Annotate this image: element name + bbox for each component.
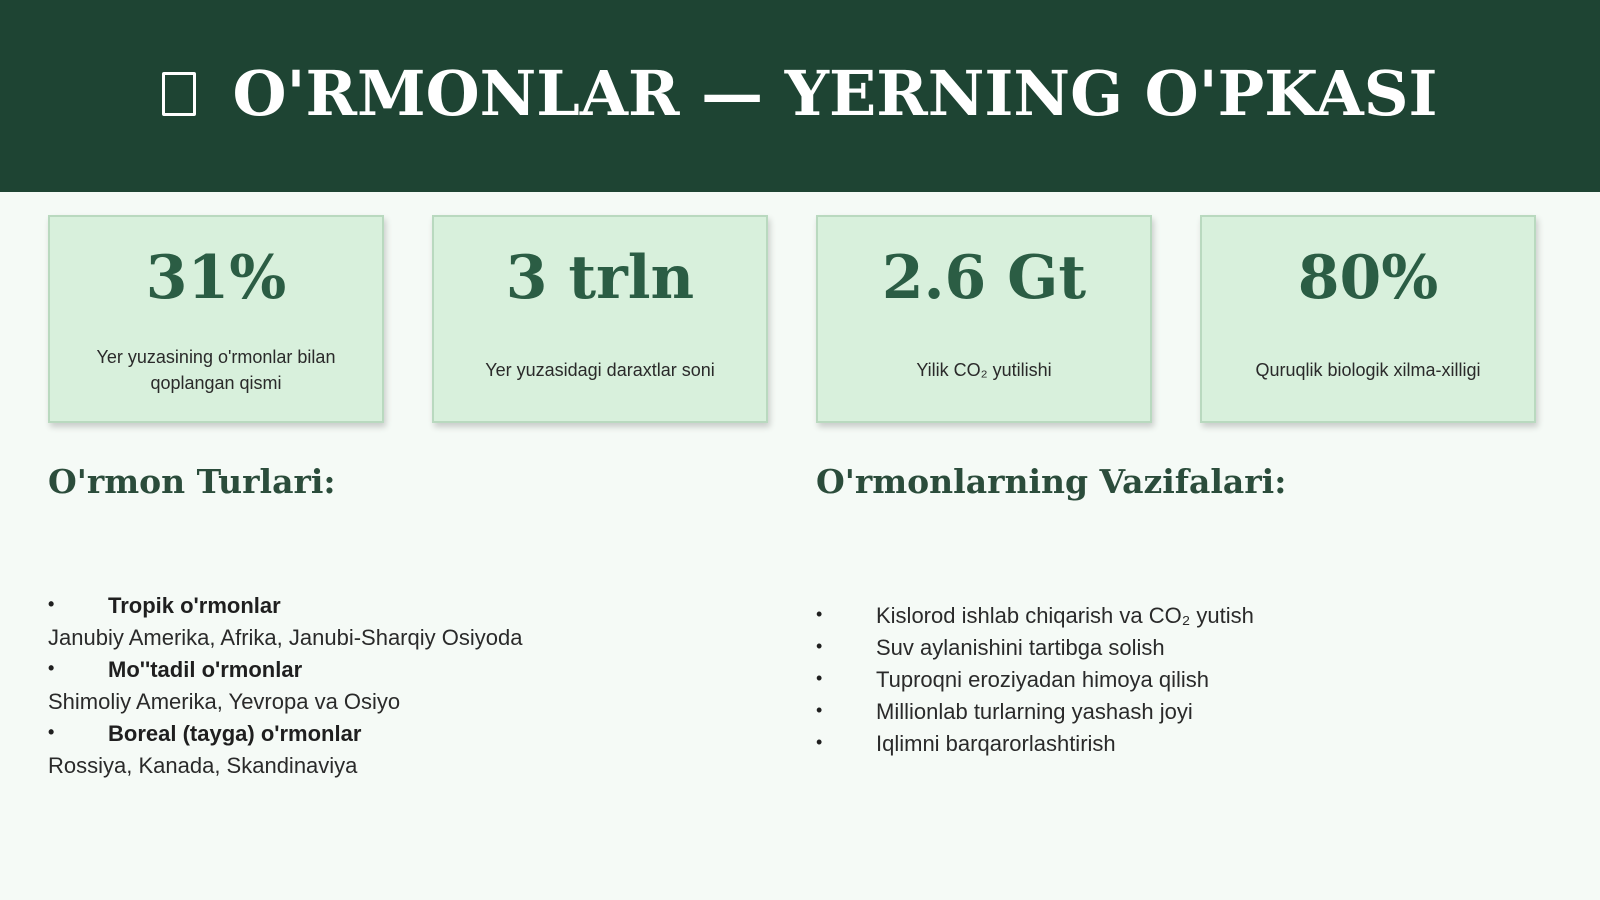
type-name: Tropik o'rmonlar [108, 593, 281, 618]
missing-glyph-icon [162, 72, 196, 116]
type-name-row [48, 590, 748, 622]
stat-label: Yilik CO₂ yutilishi [916, 360, 1052, 380]
type-description: Shimoliy Amerika, Yevropa va Osiyo [48, 689, 401, 714]
bullet-icon: • [816, 668, 823, 688]
stat-value: 2.6 Gt [881, 243, 1087, 313]
stat-card [48, 215, 384, 423]
bullet-icon: • [48, 658, 55, 678]
list-item [48, 718, 748, 782]
type-description: Janubiy Amerika, Afrika, Janubi-Sharqiy Osiyoda [48, 625, 523, 650]
type-name: Boreal (tayga) o'rmonlar [108, 721, 362, 746]
bullet-icon: • [816, 604, 823, 624]
stat-value: 31% [145, 243, 287, 313]
stat-label: Yer yuzasidagi daraxtlar soni [485, 360, 715, 380]
bullet-icon: • [816, 636, 823, 656]
bullet-icon: • [48, 722, 55, 742]
page-title: O'RMONLAR — YERNING O'PKASI [232, 56, 1438, 130]
list-item [816, 728, 1516, 760]
stat-label: Yer yuzasining o'rmonlar bilan qoplangan qismi [96, 347, 336, 393]
forest-functions-heading: O'rmonlarning Vazifalari: [816, 462, 1287, 501]
function-text: Tuproqni eroziyadan himoya qilish [876, 667, 1210, 692]
page-title-row [162, 57, 1437, 130]
bullet-icon: • [816, 700, 823, 720]
stat-card [432, 215, 768, 423]
list-item [816, 664, 1516, 696]
type-description: Rossiya, Kanada, Skandinaviya [48, 753, 358, 778]
list-item [816, 600, 1516, 632]
function-text: Iqlimni barqarorlashtirish [876, 731, 1116, 756]
bullet-icon: • [48, 594, 55, 614]
function-text: Suv aylanishini tartibga solish [876, 635, 1165, 660]
type-name-row [48, 654, 748, 686]
list-item [816, 696, 1516, 728]
forest-types-list [48, 590, 748, 782]
forest-types-heading: O'rmon Turlari: [48, 462, 336, 501]
type-name-row [48, 718, 748, 750]
forest-functions-list [816, 600, 1516, 760]
stat-card [816, 215, 1152, 423]
header-banner [0, 0, 1600, 192]
stat-value: 3 trln [505, 243, 695, 313]
stat-value: 80% [1297, 243, 1439, 313]
list-item [816, 632, 1516, 664]
list-item [48, 654, 748, 718]
list-item [48, 590, 748, 654]
type-name: Mo''tadil o'rmonlar [108, 657, 303, 682]
stat-label: Quruqlik biologik xilma-xilligi [1255, 360, 1481, 380]
function-text: Millionlab turlarning yashash joyi [876, 699, 1193, 724]
bullet-icon: • [816, 732, 823, 752]
function-text: Kislorod ishlab chiqarish va CO₂ yutish [876, 603, 1254, 628]
stat-card [1200, 215, 1536, 423]
